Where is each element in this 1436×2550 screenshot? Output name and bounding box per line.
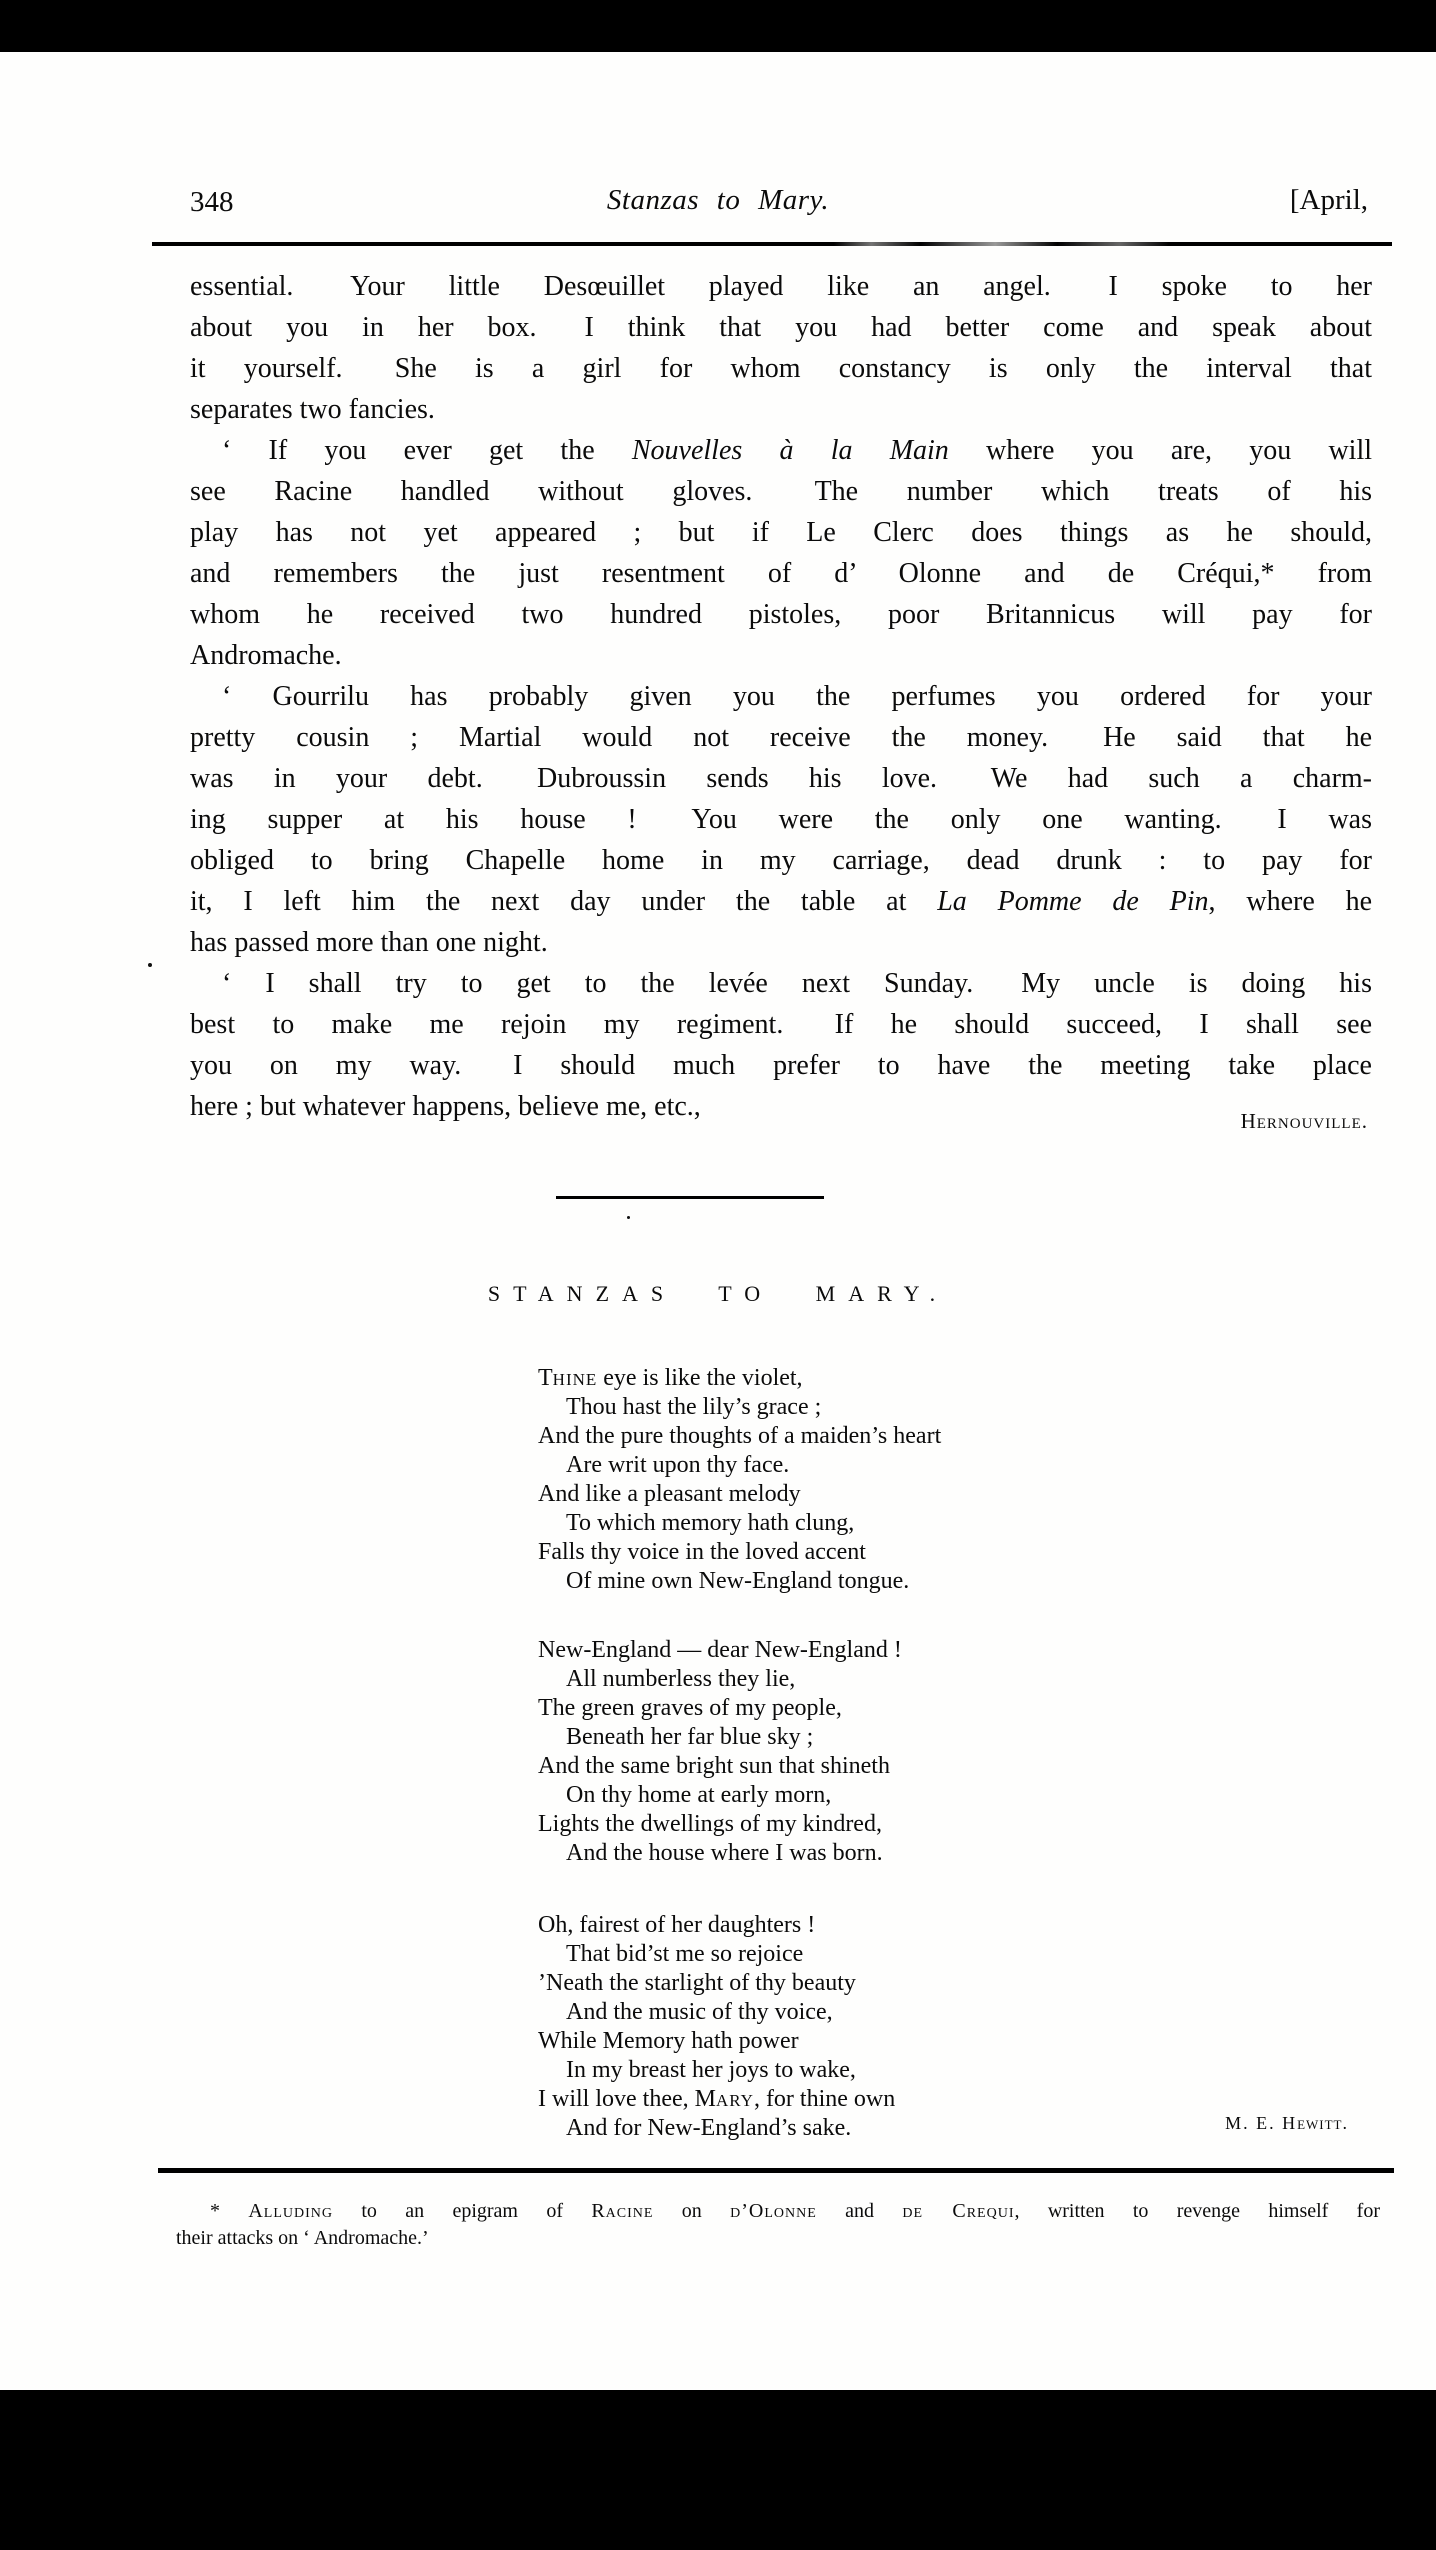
- text-segment: ing supper at his house ! You were the only one wanting. I was: [190, 804, 1372, 835]
- text-segment: H: [1240, 1109, 1257, 1133]
- text-segment: eye is like the violet,: [597, 1365, 803, 1391]
- text-segment: La Pomme de Pin: [937, 886, 1209, 917]
- text-segment: it, I left him the next day under the table at: [190, 886, 938, 917]
- text-line: [538, 2085, 1178, 2114]
- text-segment: Lights the dwellings of my kindred,: [538, 1811, 882, 1837]
- text-line: [190, 512, 1372, 553]
- poem-stanza-1: [538, 1364, 1178, 1596]
- footnote-text: [176, 2198, 1380, 2252]
- text-segment: Of mine own New-England tongue.: [566, 1568, 910, 1594]
- text-segment: All numberless they lie,: [566, 1666, 796, 1692]
- text-segment: and remembers the just resentment of d’ Olonne and de Créqui,* from: [190, 558, 1372, 589]
- text-segment: and: [816, 2200, 903, 2222]
- text-segment: to an epigram of: [333, 2200, 592, 2222]
- text-segment: , written to revenge himself for: [1014, 2200, 1380, 2222]
- text-line: [538, 1694, 1178, 1723]
- text-line: [190, 717, 1372, 758]
- text-segment: I will love thee,: [538, 2086, 695, 2112]
- letter-signature: [1241, 1109, 1368, 1134]
- text-segment: M: [694, 2086, 716, 2112]
- text-line: [190, 963, 1372, 1004]
- text-line: [176, 2198, 1380, 2225]
- text-segment: *: [210, 2200, 249, 2222]
- issue-date: [April,: [1289, 184, 1368, 216]
- text-segment: separates two fancies.: [190, 394, 435, 425]
- text-line: [190, 881, 1372, 922]
- text-line: [190, 471, 1372, 512]
- text-line: [538, 1509, 1178, 1538]
- text-line: [538, 1567, 1178, 1596]
- ink-speck: [627, 1216, 630, 1219]
- text-line: [538, 1422, 1178, 1451]
- text-segment: Oh, fairest of her daughters !: [538, 1912, 816, 1938]
- text-segment: ernouville.: [1256, 1109, 1368, 1133]
- text-segment: Racine: [591, 2200, 654, 2222]
- text-segment: has passed more than one night.: [190, 927, 548, 958]
- text-segment: That bid’st me so rejoice: [566, 1941, 804, 1967]
- text-line: [538, 1480, 1178, 1509]
- text-line: [538, 1723, 1178, 1752]
- section-separator-rule: [556, 1196, 824, 1199]
- text-line: [190, 266, 1372, 307]
- text-line: [190, 1045, 1372, 1086]
- text-segment: Are writ upon thy face.: [566, 1452, 790, 1478]
- text-segment: Beneath her far blue sky ;: [566, 1724, 814, 1750]
- text-segment: best to make me rejoin my regiment. If he should succeed, I shall see: [190, 1009, 1372, 1040]
- text-segment: essential. Your little Desœuillet played like an angel. I spoke to her: [190, 271, 1372, 302]
- text-line: [538, 1538, 1178, 1567]
- poem-stanza-3: [538, 1911, 1178, 2143]
- text-segment: on: [653, 2200, 731, 2222]
- text-segment: And the music of thy voice,: [566, 1999, 833, 2025]
- page-number: 348: [190, 186, 234, 218]
- text-segment: ‘ Gourrilu has probably given you the perfumes you ordered for your: [222, 681, 1372, 712]
- text-segment: play has not yet appeared ; but if Le Clerc does things as he should,: [190, 517, 1372, 548]
- text-segment: ewitt.: [1297, 2113, 1348, 2133]
- text-segment: hine: [552, 1365, 598, 1391]
- text-segment: Falls thy voice in the loved accent: [538, 1539, 866, 1565]
- text-segment: Andromache.: [190, 640, 342, 671]
- text-line: [190, 1086, 1372, 1127]
- text-line: [538, 1969, 1178, 1998]
- text-line: [538, 1998, 1178, 2027]
- text-line: [538, 1451, 1178, 1480]
- text-segment: Alluding: [248, 2200, 333, 2222]
- text-segment: it yourself. She is a girl for whom constancy is only the interval that: [190, 353, 1372, 384]
- text-line: [538, 2114, 1178, 2143]
- text-line: [190, 553, 1372, 594]
- letter-body: [190, 266, 1372, 1127]
- text-segment: see Racine handled without gloves. The number which treats of his: [190, 476, 1372, 507]
- text-segment: here ; but whatever happens, believe me, etc.,: [190, 1091, 701, 1122]
- text-segment: pretty cousin ; Martial would not receive the money. He said that he: [190, 722, 1372, 753]
- header-rule: [152, 242, 1392, 246]
- text-line: [538, 1781, 1178, 1810]
- text-segment: where you are, you will: [948, 435, 1373, 466]
- torn-top-edge: [0, 0, 1436, 52]
- text-line: [538, 1810, 1178, 1839]
- text-segment: And the pure thoughts of a maiden’s heart: [538, 1423, 942, 1449]
- text-line: [190, 348, 1372, 389]
- text-segment: To which memory hath clung,: [566, 1510, 855, 1536]
- text-line: [538, 1393, 1178, 1422]
- text-segment: about you in her box. I think that you had better come and speak about: [190, 312, 1372, 343]
- text-segment: ‘ I shall try to get to the levée next Sunday. My uncle is doing his: [222, 968, 1372, 999]
- text-line: [538, 1364, 1178, 1393]
- text-line: [538, 2056, 1178, 2085]
- text-line: [190, 430, 1372, 471]
- text-segment: Thou hast the lily’s grace ;: [566, 1394, 822, 1420]
- footnote-rule: [158, 2168, 1394, 2173]
- text-line: [538, 1839, 1178, 1868]
- text-segment: you on my way. I should much prefer to have the meeting take place: [190, 1050, 1372, 1081]
- text-line: [190, 799, 1372, 840]
- text-line: [190, 840, 1372, 881]
- text-line: [190, 758, 1372, 799]
- text-segment: T: [538, 1365, 553, 1391]
- text-line: [190, 594, 1372, 635]
- text-line: [538, 1636, 1178, 1665]
- ink-speck: [148, 963, 152, 967]
- text-segment: , for thine own: [753, 2086, 896, 2112]
- poem-stanza-2: [538, 1636, 1178, 1868]
- text-segment: M. E. H: [1225, 2113, 1298, 2133]
- text-segment: New-England — dear New-England !: [538, 1637, 902, 1663]
- text-segment: In my breast her joys to wake,: [566, 2057, 856, 2083]
- text-line: [176, 2225, 1380, 2252]
- text-segment: d’Olonne: [730, 2200, 817, 2222]
- text-segment: was in your debt. Dubroussin sends his love. We had such a charm-: [190, 763, 1372, 794]
- poem-title: STANZAS TO MARY.: [487, 1281, 949, 1306]
- text-segment: And the house where I was born.: [566, 1840, 883, 1866]
- text-line: [538, 1940, 1178, 1969]
- text-segment: de Crequi: [902, 2200, 1015, 2222]
- text-segment: obliged to bring Chapelle home in my carriage, dead drunk : to pay for: [190, 845, 1372, 876]
- text-segment: And for New-England’s sake.: [566, 2115, 852, 2141]
- poem-signature: [1225, 2113, 1348, 2134]
- text-line: [190, 676, 1372, 717]
- running-title: Stanzas to Mary.: [606, 184, 830, 216]
- text-segment: , where he: [1208, 886, 1372, 917]
- text-line: [190, 307, 1372, 348]
- text-line: [538, 1665, 1178, 1694]
- text-segment: While Memory hath power: [538, 2028, 799, 2054]
- text-line: [190, 1004, 1372, 1045]
- text-line: [538, 1911, 1178, 1940]
- text-segment: ’Neath the starlight of thy beauty: [538, 1970, 856, 1996]
- text-line: [190, 635, 1372, 676]
- text-segment: Nouvelles à la Main: [631, 435, 949, 466]
- text-line: [190, 389, 1372, 430]
- text-line: [538, 2027, 1178, 2056]
- text-segment: And like a pleasant melody: [538, 1481, 801, 1507]
- text-segment: And the same bright sun that shineth: [538, 1753, 890, 1779]
- text-line: [538, 1752, 1178, 1781]
- text-segment: ‘ If you ever get the: [222, 435, 632, 466]
- text-line: [190, 922, 1372, 963]
- text-segment: On thy home at early morn,: [566, 1782, 832, 1808]
- text-segment: The green graves of my people,: [538, 1695, 842, 1721]
- text-segment: ary: [715, 2086, 754, 2112]
- text-segment: whom he received two hundred pistoles, poor Britannicus will pay for: [190, 599, 1372, 630]
- torn-bottom-edge: [0, 2390, 1436, 2550]
- text-segment: their attacks on ‘ Andromache.’: [176, 2227, 429, 2249]
